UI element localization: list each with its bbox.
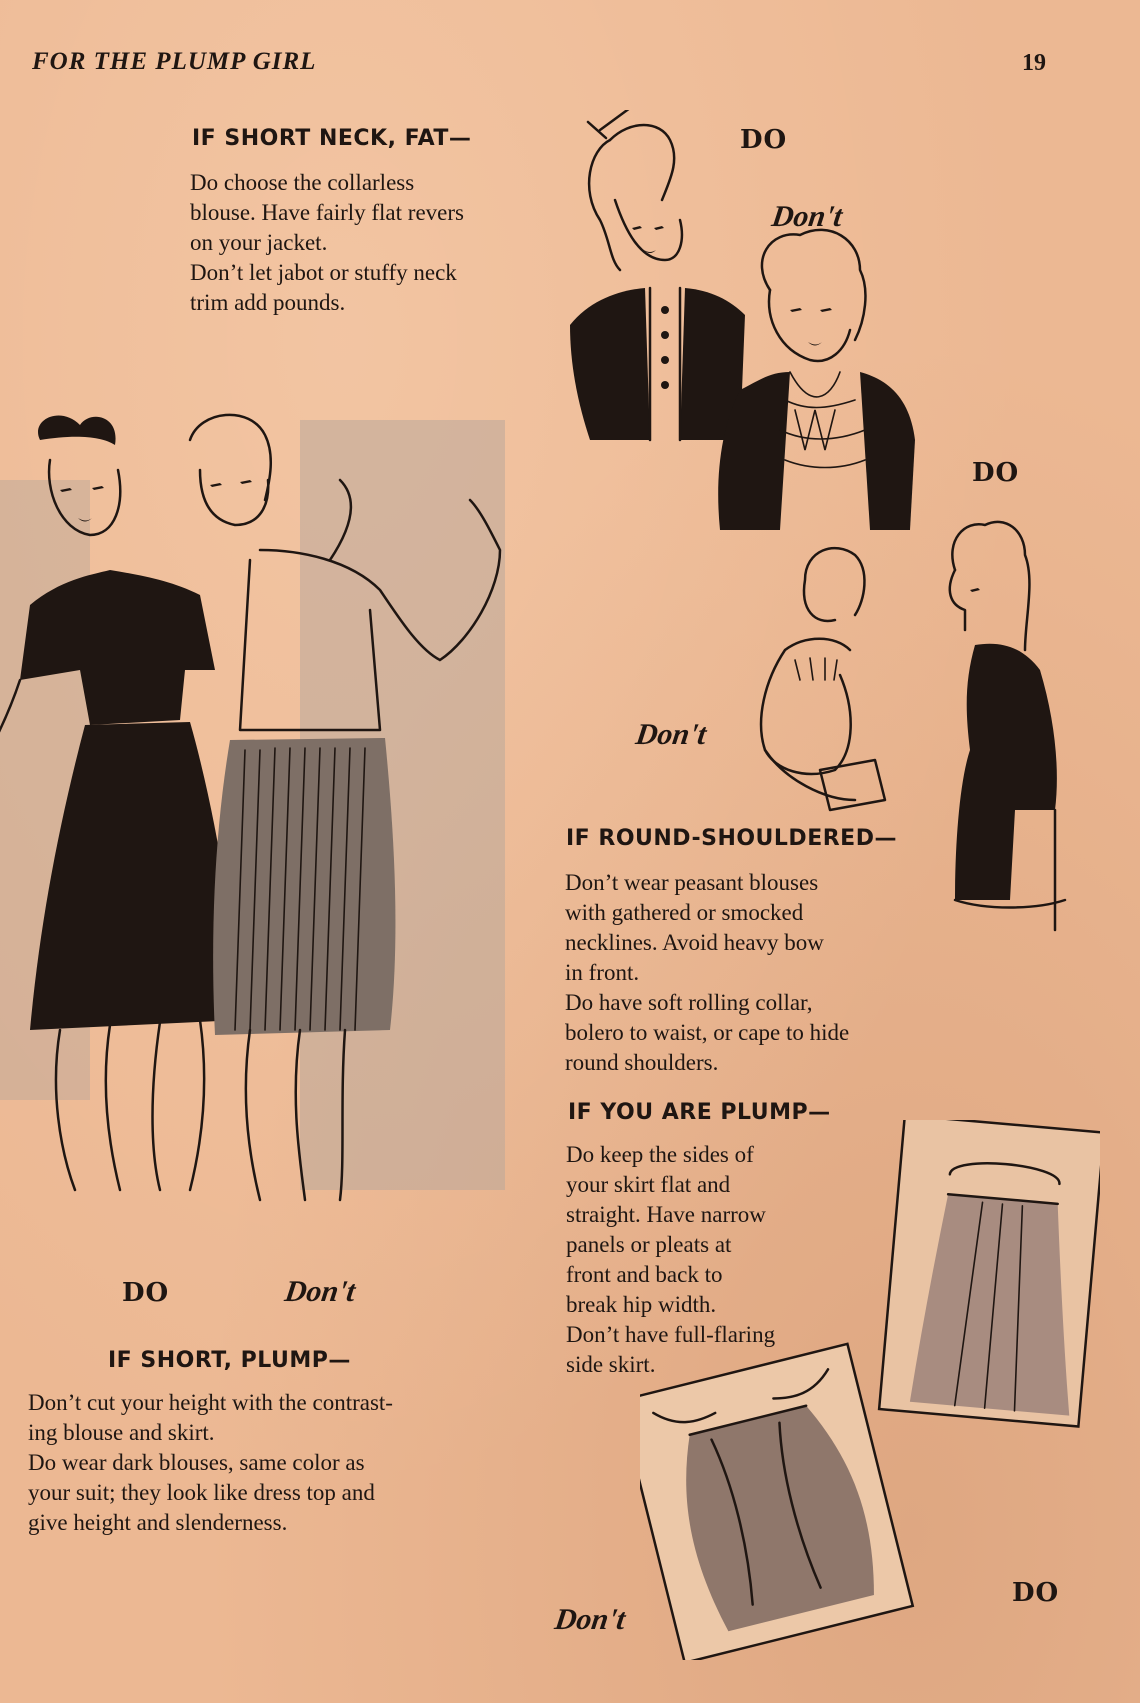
skirt-do-label: DO bbox=[1012, 1578, 1060, 1608]
text-line: bolero to waist, or cape to hide bbox=[565, 1020, 850, 1045]
text-line: in front. bbox=[565, 960, 640, 985]
round-shouldered-paragraph bbox=[565, 868, 910, 1078]
text-line: Don’t wear peasant blouses bbox=[565, 870, 819, 895]
heading-round-shouldered: IF ROUND-SHOULDERED— bbox=[566, 826, 897, 851]
text-line: break hip width. bbox=[566, 1292, 717, 1317]
heading-plump: IF YOU ARE PLUMP— bbox=[568, 1100, 831, 1125]
text-line: necklines. Avoid heavy bow bbox=[565, 930, 824, 955]
text-line: your suit; they look like dress top and bbox=[28, 1480, 375, 1505]
text-line: Don’t let jabot or stuffy neck bbox=[190, 260, 457, 285]
text-line: Do have soft rolling collar, bbox=[565, 990, 813, 1015]
text-line: your skirt flat and bbox=[566, 1172, 731, 1197]
text-line: Do wear dark blouses, same color as bbox=[28, 1450, 365, 1475]
text-line: round shoulders. bbox=[565, 1050, 719, 1075]
heading-short-plump: IF SHORT, PLUMP— bbox=[108, 1348, 351, 1373]
skirt-dont-label: Don't bbox=[552, 1603, 628, 1636]
short-plump-paragraph bbox=[28, 1388, 488, 1538]
text-line: Don’t cut your height with the contrast- bbox=[28, 1390, 393, 1415]
text-line: Do choose the collarless bbox=[190, 170, 415, 195]
shoulder-dont-label: Don't bbox=[633, 718, 709, 751]
neck-do-label: DO bbox=[740, 125, 788, 155]
text-line: Do keep the sides of bbox=[566, 1142, 754, 1167]
text-line: with gathered or smocked bbox=[565, 900, 804, 925]
text-line: on your jacket. bbox=[190, 230, 328, 255]
text-line: panels or pleats at bbox=[566, 1232, 732, 1257]
suit-do-label: DO bbox=[122, 1278, 170, 1308]
shoulder-do-label: DO bbox=[972, 458, 1020, 488]
short-neck-paragraph bbox=[190, 168, 535, 318]
text-line: straight. Have narrow bbox=[566, 1202, 766, 1227]
text-line: blouse. Have fairly flat revers bbox=[190, 200, 464, 225]
text-line: trim add pounds. bbox=[190, 290, 346, 315]
page-header-title: FOR THE PLUMP GIRL bbox=[32, 48, 317, 75]
page-number: 19 bbox=[1022, 50, 1046, 76]
suit-dont-label: Don't bbox=[282, 1275, 358, 1308]
short-plump-illustration bbox=[0, 410, 540, 1260]
neck-dont-label: Don't bbox=[769, 200, 845, 233]
text-line: front and back to bbox=[566, 1262, 723, 1287]
heading-short-neck: IF SHORT NECK, FAT— bbox=[192, 126, 472, 151]
text-line: side skirt. bbox=[566, 1352, 656, 1377]
text-line: give height and slenderness. bbox=[28, 1510, 288, 1535]
text-line: ing blouse and skirt. bbox=[28, 1420, 215, 1445]
text-line: Don’t have full-flaring bbox=[566, 1322, 776, 1347]
